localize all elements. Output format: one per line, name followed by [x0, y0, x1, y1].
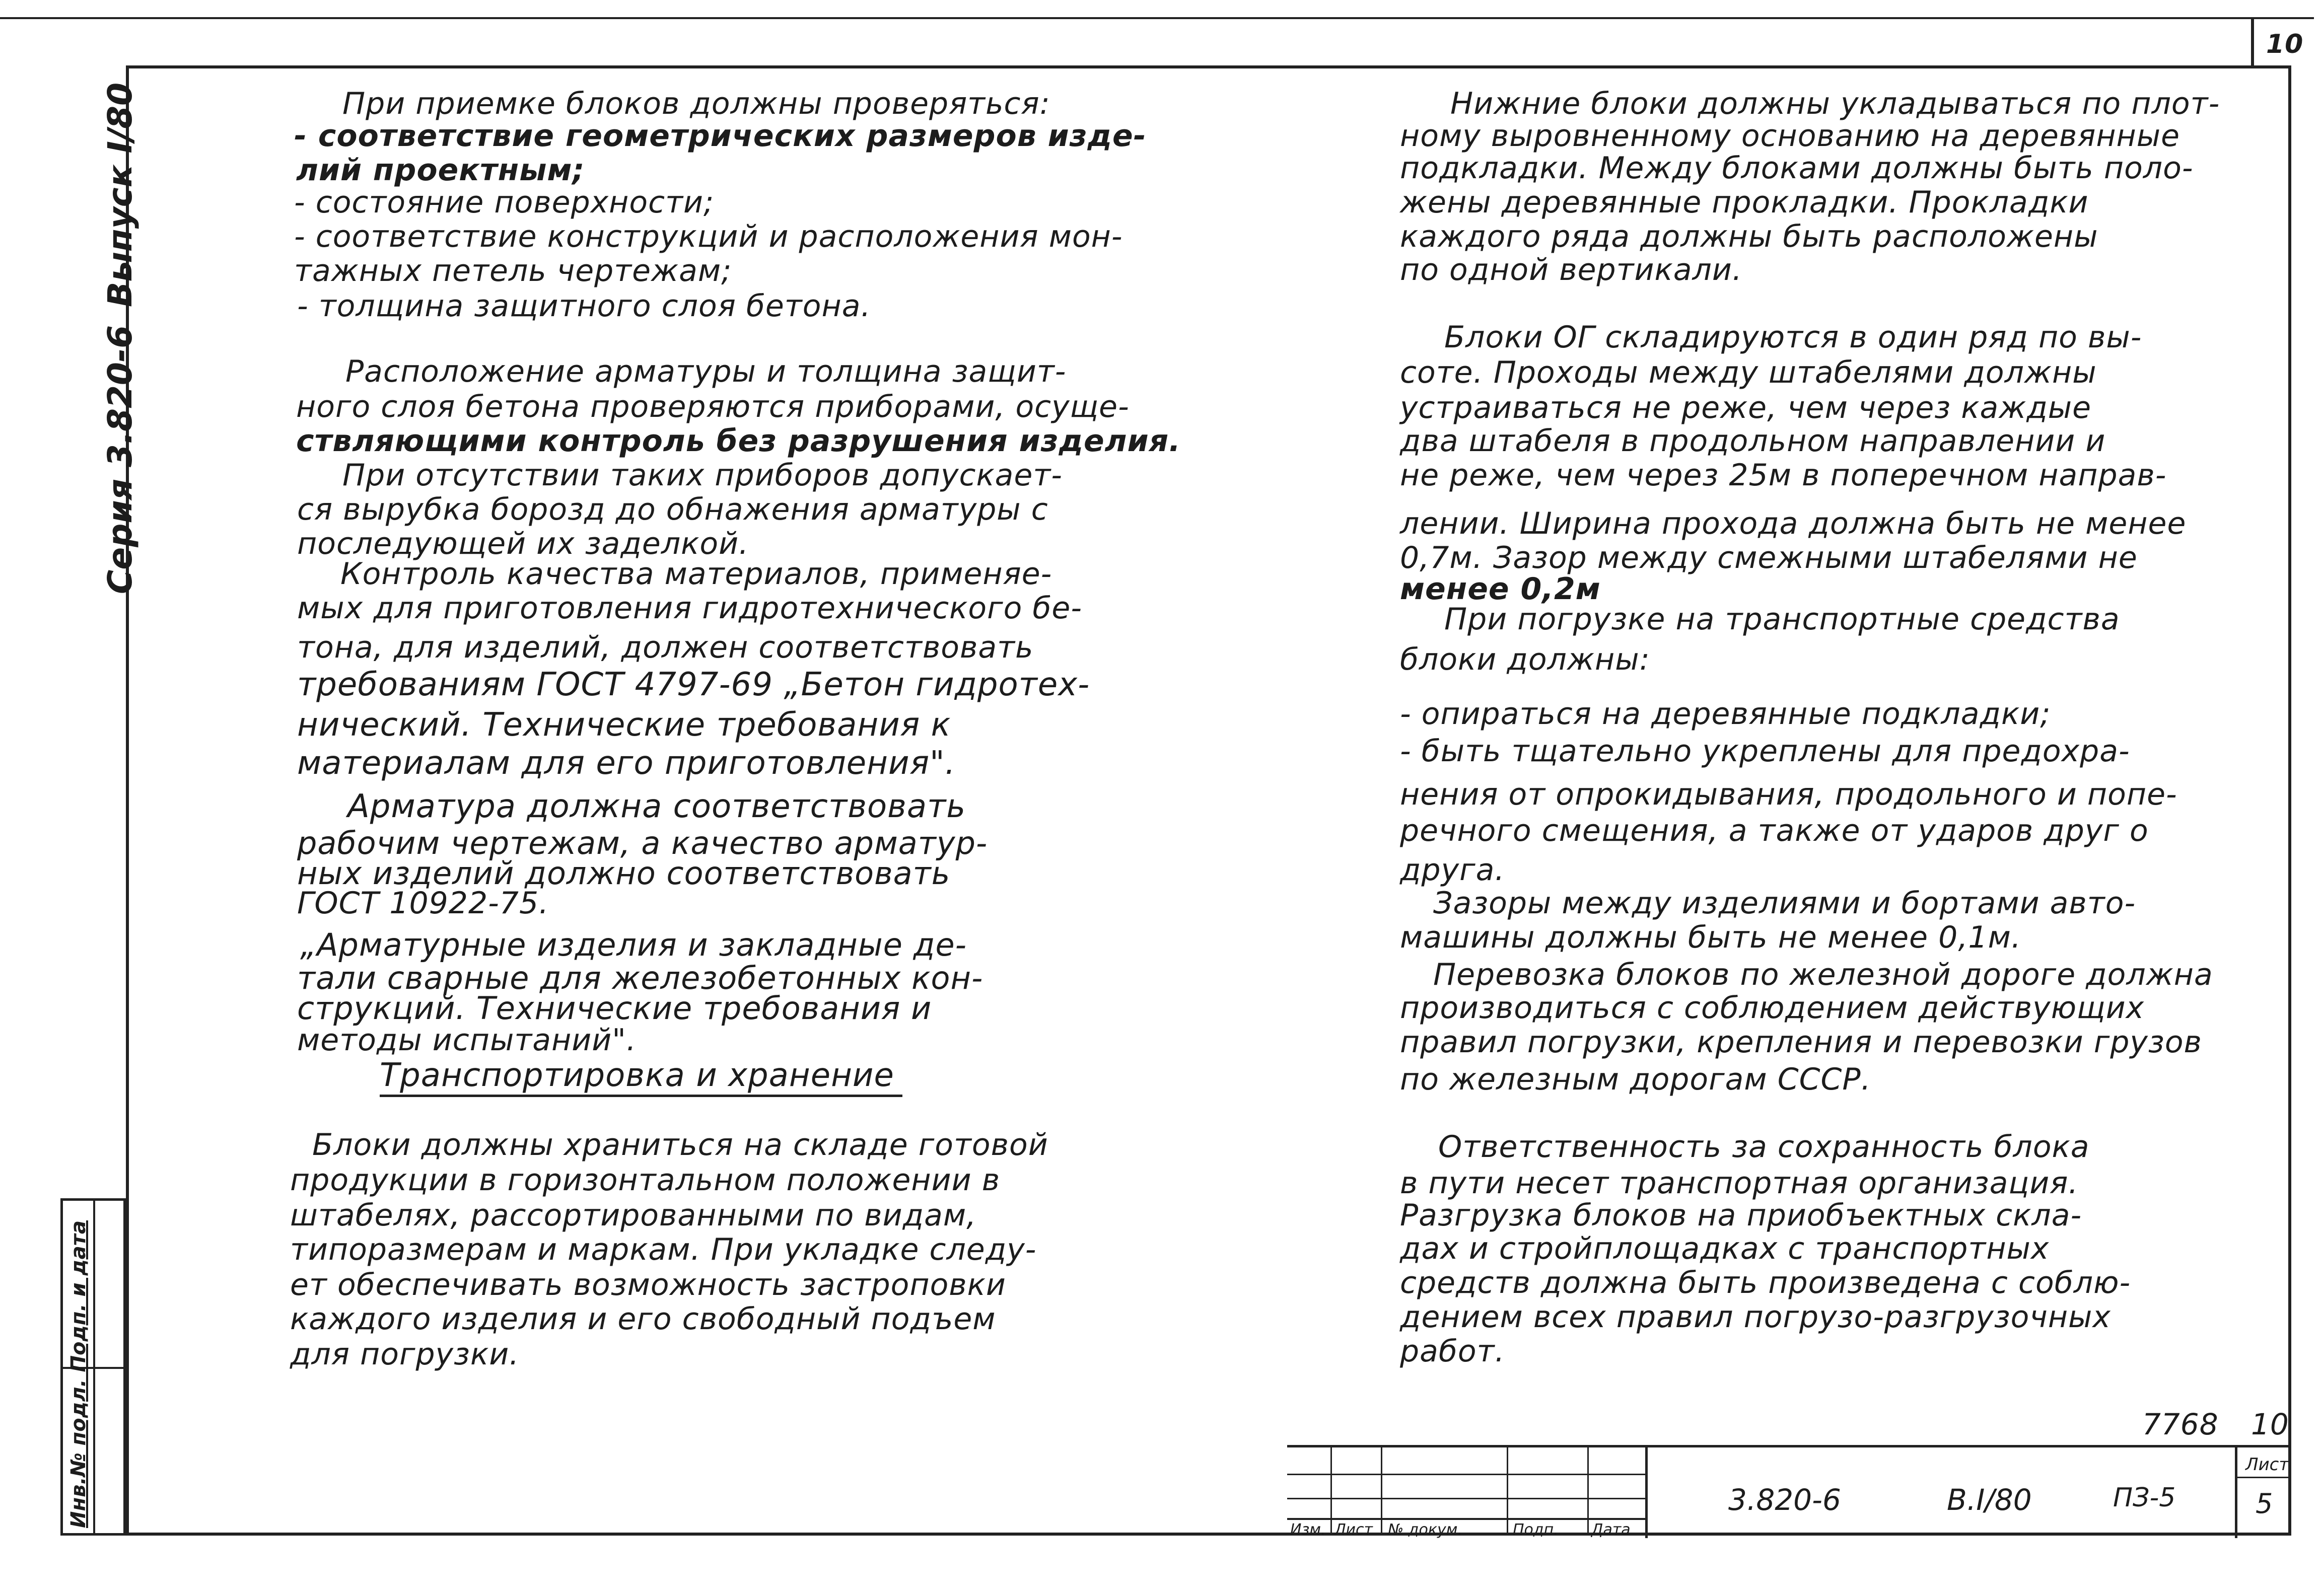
left-line-4: - соответствие конструкций и расположения мон- [294, 219, 1123, 254]
title-block-header-1: Лист [1334, 1521, 1373, 1539]
left-line-11: ся вырубка борозд до обнажения арматуры с [297, 492, 1048, 527]
right-line-12: 0,7м. Зазор между смежными штабелями не [1400, 540, 2138, 575]
right-line-33: работ. [1400, 1334, 1505, 1369]
right-line-4: каждого ряда должны быть расположены [1400, 219, 2098, 254]
left-line-24: тали сварные для железобетонных кон- [297, 960, 983, 996]
right-line-26: по железным дорогам СССР. [1400, 1062, 1871, 1097]
right-line-0: Нижние блоки должны укладываться по плот- [1450, 86, 2220, 121]
left-line-2: лий проектным; [296, 153, 585, 188]
right-line-7: соте. Проходы между штабелями должны [1400, 355, 2097, 390]
title-block-header-0: Изм. [1290, 1521, 1326, 1539]
page-ref-sheet: 10 [2251, 1407, 2289, 1441]
left-line-29: штабелях, рассортированными по видам, [290, 1198, 977, 1233]
title-block-code: 3.820-6 [1728, 1483, 1841, 1517]
right-line-28: в пути несет транспортная организация. [1400, 1166, 2079, 1201]
right-line-23: Перевозка блоков по железной дороге должна [1433, 957, 2213, 992]
page-ref: 7768 [2142, 1407, 2219, 1441]
left-line-19: Арматура должна соответствовать [347, 788, 966, 825]
left-line-7: Расположение арматуры и толщина защит- [345, 354, 1067, 389]
left-line-12: последующей их заделкой. [297, 526, 749, 561]
left-line-17: нический. Технические требования к [297, 706, 951, 744]
right-line-5: по одной вертикали. [1400, 252, 1742, 287]
right-line-31: средств должна быть произведена с соблю- [1400, 1265, 2131, 1300]
left-line-5: тажных петель чертежам; [294, 253, 732, 288]
left-line-32: каждого изделия и его свободный подъем [290, 1301, 996, 1337]
left-line-22: ГОСТ 10922-75. [297, 886, 549, 921]
left-line-1: - соответствие геометрических размеров изде- [294, 118, 1147, 154]
left-line-31: ет обеспечивать возможность застроповки [290, 1267, 1006, 1302]
title-block-header-2: № докум. [1388, 1521, 1462, 1539]
left-line-30: типоразмерам и маркам. При укладке следу- [290, 1232, 1037, 1267]
left-line-0: При приемке блоков должны проверяться: [342, 86, 1050, 121]
margin-issue-label: Выпуск I/80 [101, 82, 139, 307]
left-line-8: ного слоя бетона проверяются приборами, осуще- [296, 389, 1130, 424]
left-line-15: тона, для изделий, должен соответствовать [297, 630, 1034, 665]
right-line-14: При погрузке на транспортные средства [1444, 602, 2120, 637]
right-line-21: Зазоры между изделиями и бортами авто- [1433, 886, 2136, 921]
right-line-20: друга. [1400, 852, 1505, 888]
right-line-11: лении. Ширина прохода должна быть не менее [1400, 506, 2187, 541]
left-line-14: мых для приготовления гидротехнического бе- [297, 591, 1082, 626]
right-line-8: устраиваться не реже, чем через каждые [1400, 390, 2092, 425]
left-line-26: методы испытаний". [297, 1023, 637, 1058]
right-line-15: блоки должны: [1400, 642, 1650, 677]
right-line-13: менее 0,2м [1400, 571, 1601, 607]
sheet-number: 5 [2256, 1488, 2273, 1519]
title-block-sheet-code: ПЗ-5 [2113, 1483, 2176, 1513]
right-line-16: - опираться на деревянные подкладки; [1400, 696, 2051, 732]
left-line-9: ствляющими контроль без разрушения изделия. [296, 423, 1181, 459]
left-line-16: требованиям ГОСТ 4797-69 „Бетон гидротех- [297, 666, 1090, 703]
right-line-29: Разгрузка блоков на приобъектных скла- [1400, 1198, 2082, 1233]
title-block-issue: В.I/80 [1947, 1483, 2032, 1517]
margin-stamp-label: Инв.№ подл. Подп. и дата [67, 1220, 90, 1528]
left-line-28: продукции в горизонтальном положении в [290, 1163, 1001, 1198]
left-line-6: - толщина защитного слоя бетона. [297, 288, 871, 324]
right-line-22: машины должны быть не менее 0,1м. [1400, 920, 2021, 955]
right-line-25: правил погрузки, крепления и перевозки грузов [1400, 1025, 2202, 1060]
frame-top-line [0, 17, 2314, 19]
right-line-18: нения от опрокидывания, продольного и попе- [1400, 777, 2177, 812]
sheet-label: Лист [2245, 1455, 2289, 1475]
right-line-24: производиться с соблюдением действующих [1400, 990, 2145, 1026]
section-heading [380, 1059, 902, 1097]
right-line-6: Блоки ОГ складируются в один ряд по вы- [1444, 320, 2142, 355]
left-line-25: струкций. Технические требования и [297, 990, 932, 1027]
right-line-3: жены деревянные прокладки. Прокладки [1400, 185, 2089, 220]
right-line-1: ному выровненному основанию на деревянные [1400, 118, 2180, 154]
title-block-header-4: Дата [1591, 1521, 1631, 1539]
right-line-10: не реже, чем через 25м в поперечном направ- [1400, 458, 2167, 493]
title-block [1287, 1445, 2291, 1539]
sheet-box [2235, 1447, 2291, 1538]
right-line-30: дах и стройплощадках с транспортных [1400, 1231, 2050, 1266]
left-line-23: „Арматурные изделия и закладные де- [300, 926, 967, 963]
right-line-32: дением всех правил погрузо-разгрузочных [1400, 1299, 2111, 1335]
right-line-17: - быть тщательно укреплены для предохра- [1400, 734, 2130, 769]
left-line-33: для погрузки. [290, 1337, 520, 1372]
corner-number: 10 [2266, 29, 2304, 59]
left-line-21: ных изделий должно соответствовать [297, 855, 951, 892]
right-line-9: два штабеля в продольном направлении и [1400, 423, 2106, 459]
left-line-18: материалам для его приготовления". [297, 745, 956, 782]
margin-series-label: Серия 3.820-6 [101, 325, 139, 594]
right-line-2: подкладки. Между блоками должны быть поло- [1400, 151, 2194, 186]
title-block-header-3: Подп. [1513, 1521, 1559, 1539]
left-line-3: - состояние поверхности; [294, 185, 715, 220]
right-line-27: Ответственность за сохранность блока [1438, 1129, 2090, 1165]
left-line-20: рабочим чертежам, а качество арматур- [297, 825, 988, 861]
left-line-13: Контроль качества материалов, применяе- [340, 556, 1052, 592]
section-heading-text: Транспортировка и хранение [380, 1057, 894, 1094]
left-line-27: Блоки должны храниться на складе готовой [312, 1127, 1048, 1163]
margin-stamp [60, 1198, 126, 1536]
left-line-10: При отсутствии таких приборов допускает- [342, 458, 1063, 493]
right-line-19: речного смещения, а также от ударов друг о [1400, 813, 2149, 848]
